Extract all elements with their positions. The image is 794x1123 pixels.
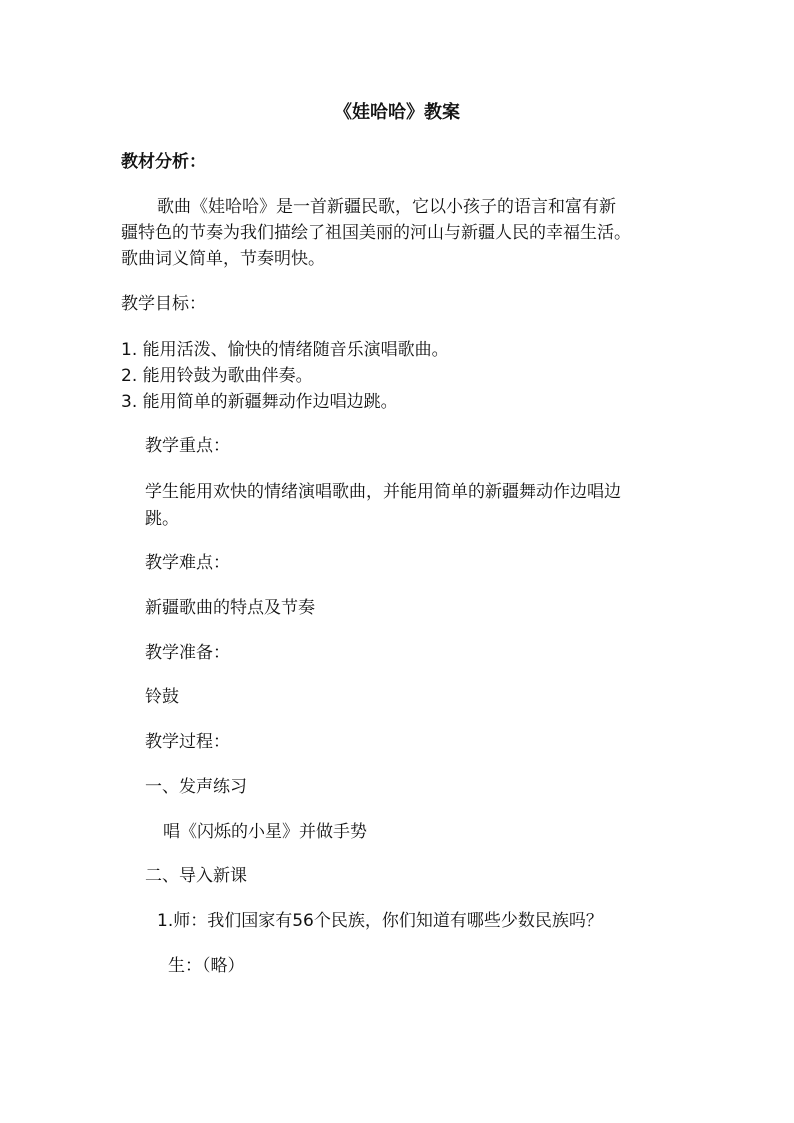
- key-points-line: 跳。: [145, 509, 179, 529]
- key-points-line: 学生能用欢快的情绪演唱歌曲，并能用简单的新疆舞动作边唱边: [145, 482, 621, 502]
- step1-text: 唱《闪烁的小星》并做手势: [163, 822, 367, 842]
- preparation-heading: 教学准备：: [145, 643, 230, 663]
- step2-item: 1.师：我们国家有56个民族，你们知道有哪些少数民族吗？: [157, 911, 603, 931]
- step2-heading: 二、导入新课: [145, 866, 247, 886]
- goals-heading: 教学目标：: [121, 294, 206, 314]
- step1-heading: 一、发声练习: [145, 777, 247, 797]
- analysis-heading: 教材分析：: [121, 152, 206, 172]
- analysis-line: 歌曲《娃哈哈》是一首新疆民歌，它以小孩子的语言和富有新: [157, 197, 616, 217]
- document-title: 《娃哈哈》教案: [334, 102, 460, 123]
- difficulties-text: 新疆歌曲的特点及节奏: [145, 598, 315, 618]
- step2-answer: 生：（略）: [168, 956, 245, 976]
- goal-item: 3. 能用简单的新疆舞动作边唱边跳。: [121, 392, 398, 412]
- process-heading: 教学过程：: [145, 732, 230, 752]
- difficulties-heading: 教学难点：: [145, 553, 230, 573]
- key-points-heading: 教学重点：: [145, 436, 230, 456]
- preparation-text: 铃鼓: [145, 687, 179, 707]
- goal-item: 1. 能用活泼、愉快的情绪随音乐演唱歌曲。: [121, 340, 449, 360]
- goal-item: 2. 能用铃鼓为歌曲伴奏。: [121, 366, 313, 386]
- analysis-line: 歌曲词义简单，节奏明快。: [121, 249, 325, 269]
- analysis-line: 疆特色的节奏为我们描绘了祖国美丽的河山与新疆人民的幸福生活。: [121, 223, 631, 243]
